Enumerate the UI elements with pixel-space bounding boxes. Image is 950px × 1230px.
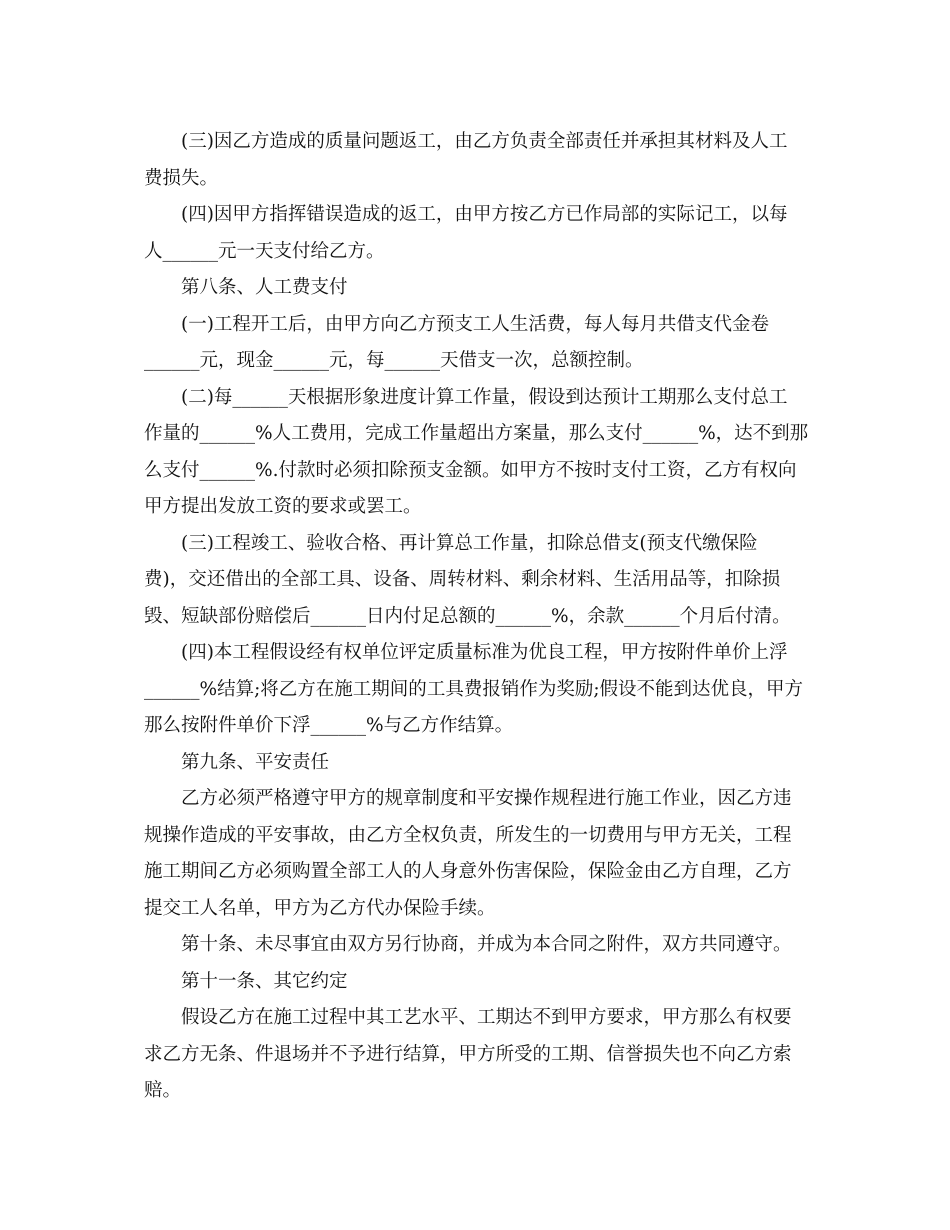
heading-text: 第十条、未尽事宜由双方另行协商，并成为本合同之附件，双方共同遵守。 <box>181 934 792 955</box>
paragraph-clause-8-4 <box>144 635 806 745</box>
heading-text: 第十一条、其它约定 <box>181 970 348 992</box>
text-line: 费)，交还借出的全部工具、设备、周转材料、剩余材料、生活用品等，扣除损 <box>144 569 781 590</box>
text-line: (三)工程竣工、验收合格、再计算总工作量，扣除总借支(预支代缴保险 <box>181 532 758 554</box>
text-line: 规操作造成的平安事故，由乙方全权负责，所发生的一切费用与甲方无关，工程 <box>144 824 792 846</box>
paragraph-clause-8-3 <box>144 526 806 636</box>
section-heading-article-10 <box>144 927 806 964</box>
text-line: ______元，现金______元，每______天借支一次，总额控制。 <box>144 350 644 371</box>
heading-text: 第八条、人工费支付 <box>181 277 348 298</box>
text-line: (一)工程开工后，由甲方向乙方预支工人生活费，每人每月共借支代金卷 <box>181 313 769 335</box>
text-line: 那么按附件单价下浮______%与乙方作结算。 <box>144 715 514 736</box>
text-line: 假设乙方在施工过程中其工艺水平、工期达不到甲方要求，甲方那么有权要 <box>181 1007 792 1028</box>
paragraph-clause-8-1 <box>144 307 806 380</box>
text-line: (四)因甲方指挥错误造成的返工，由甲方按乙方已作局部的实际记工，以每 <box>181 204 788 225</box>
text-line: ______%结算;将乙方在施工期间的工具费报销作为奖励;假设不能到达优良，甲方 <box>144 678 804 700</box>
section-heading-article-8 <box>144 270 806 307</box>
text-line: 施工期间乙方必须购置全部工人的人身意外伤害保险，保险金由乙方自理，乙方 <box>144 861 792 882</box>
document-body <box>144 124 809 1110</box>
section-heading-article-9 <box>144 745 806 782</box>
paragraph-clause-7-3 <box>144 124 806 197</box>
text-line: 毁、短缺部份赔偿后______日内付足总额的______%，余款______个月后付清。 <box>144 605 791 627</box>
text-line: 赔。 <box>144 1080 182 1101</box>
text-line: 提交工人名单，甲方为乙方代办保险手续。 <box>144 897 496 919</box>
paragraph-clause-7-4 <box>144 197 806 270</box>
paragraph-clause-8-2 <box>144 380 809 526</box>
text-line: (三)因乙方造成的质量问题返工，由乙方负责全部责任并承担其材料及人工 <box>181 131 788 152</box>
paragraph-other-agreements <box>144 1000 806 1110</box>
text-line: 求乙方无条、件退场并不予进行结算，甲方所受的工期、信誉损失也不向乙方索 <box>144 1043 792 1065</box>
text-line: 甲方提出发放工资的要求或罢工。 <box>144 496 422 517</box>
text-line: (四)本工程假设经有权单位评定质量标准为优良工程，甲方按附件单价上浮 <box>181 642 788 663</box>
text-line: 人______元一天支付给乙方。 <box>144 240 385 262</box>
text-line: (二)每______天根据形象进度计算工作量，假设到达预计工期那么支付总工 <box>181 386 788 408</box>
paragraph-safety-responsibility <box>144 781 806 927</box>
text-line: 么支付______%.付款时必须扣除预支金额。如甲方不按时支付工资，乙方有权向 <box>144 459 797 481</box>
heading-text: 第九条、平安责任 <box>181 751 330 773</box>
text-line: 费损失。 <box>144 167 219 189</box>
text-line: 作量的______%人工费用，完成工作量超出方案量，那么支付______%，达不到那 <box>144 423 809 444</box>
text-line: 乙方必须严格遵守甲方的规章制度和平安操作规程进行施工作业，因乙方违 <box>181 788 792 809</box>
section-heading-article-11 <box>144 964 806 1001</box>
